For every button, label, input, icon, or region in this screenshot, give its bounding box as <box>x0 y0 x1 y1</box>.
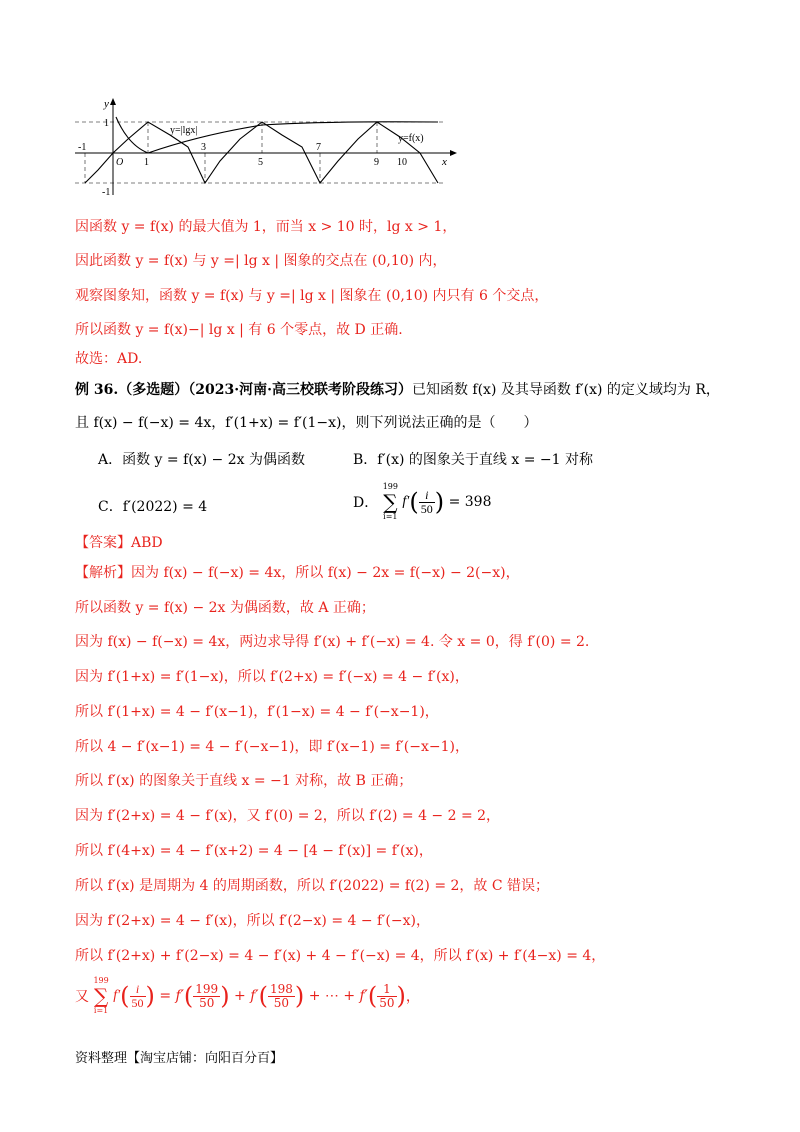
problem-tag: （多选题） <box>118 382 189 398</box>
analysis-line: 【解析】因为 f(x) − f(−x) = 4x，所以 f(x) − 2x = f(−x) − 2(−x)， <box>75 565 520 581</box>
analysis-label: 【解析】 <box>75 565 131 581</box>
problem-header <box>75 380 720 400</box>
analysis-line: 因为 f′(2+x) = 4 − f′(x)，所以 f′(2−x) = 4 − f′(−x)， <box>75 913 430 929</box>
tick-label: 9 <box>374 157 379 168</box>
summation: 199 ∑ i=1 <box>93 976 109 1015</box>
analysis-line: 所以 f′(x) 是周期为 4 的周期函数，所以 f′(2022) = f(2) = 2，故 C 错误； <box>75 878 550 894</box>
tick-label: 5 <box>258 157 263 168</box>
option-d-value: = 398 <box>448 494 492 510</box>
sigma-icon: ∑ <box>93 984 109 1008</box>
tick-label: 1 <box>144 157 149 168</box>
problem-stem-1: 已知函数 f(x) 及其导函数 f′(x) 的定义域均为 R， <box>411 382 720 398</box>
x-axis-label: x <box>442 156 447 168</box>
lg-curve-label: y=|lgx| <box>170 125 198 136</box>
analysis-line: 所以 f′(1+x) = 4 − f′(x−1)，f′(1−x) = 4 − f′(−x−1)， <box>75 704 439 720</box>
analysis-line: 所以 4 − f′(x−1) = 4 − f′(−x−1)，即 f′(x−1) = f′(−x−1)， <box>75 739 469 755</box>
analysis-line: 所以函数 y = f(x) − 2x 为偶函数，故 A 正确； <box>75 600 375 616</box>
analysis-line: 因为 f′(2+x) = 4 − f′(x)，又 f′(0) = 2，所以 f′(2) = 4 − 2 = 2， <box>75 808 501 824</box>
analysis-line: 所以 f′(x) 的图象关于直线 x = −1 对称，故 B 正确； <box>75 773 413 789</box>
problem-number: 例 36. <box>75 382 119 398</box>
tick-label: 7 <box>316 142 321 153</box>
tick-label: 1 <box>104 118 109 129</box>
analysis-line: 因为 f(x) − f(−x) = 4x，两边求导得 f′(x) + f′(−x) = 4. 令 x = 0，得 f′(0) = 2. <box>75 634 590 650</box>
analysis-line: 又 199 ∑ i=1 f′( $\frac{i}{50}$ ) = f′( $\frac{199}{50}$ ) + f′( $\frac{198}{50}$ ) + ⋯ + f′( $\frac{1}{50}$ )， <box>75 976 420 1015</box>
problem-stem-2: 且 f(x) − f(−x) = 4x，f′(1+x) = f′(1−x)，则下列说法正确的是（ ） <box>75 415 538 431</box>
sigma-icon: ∑ <box>383 490 398 514</box>
footer-text: 资料整理【淘宝店铺：向阳百分百】 <box>75 1051 284 1066</box>
option-b: B．f′(x) 的图象关于直线 x = −1 对称 <box>353 452 593 468</box>
analysis-line: 所以 f′(2+x) + f′(2−x) = 4 − f′(x) + 4 − f′(−x) = 4，所以 f′(x) + f′(4−x) = 4， <box>75 948 606 964</box>
tick-label: -1 <box>102 187 111 198</box>
problem-source: （2023·河南·高三校联考阶段练习） <box>188 382 412 398</box>
tick-label: 3 <box>201 142 206 153</box>
f-curve-label: y=f(x) <box>398 133 424 144</box>
analysis-line: 因为 f′(1+x) = f′(1−x)，所以 f′(2+x) = f′(−x) = 4 − f′(x)， <box>75 669 469 685</box>
solution-line: 所以函数 y = f(x)−| lg x | 有 6 个零点，故 D 正确. <box>75 322 403 338</box>
fraction: $\frac{i}{50}$ <box>420 487 433 516</box>
tick-label: O <box>116 157 124 168</box>
option-c: C．f′(2022) = 4 <box>98 499 208 515</box>
solution-line: 因函数 y = f(x) 的最大值为 1，而当 x > 10 时，lg x > 1， <box>75 219 457 235</box>
tick-label: -1 <box>78 142 87 153</box>
option-a: A．函数 y = f(x) − 2x 为偶函数 <box>98 452 305 468</box>
answer-label: 【答案】 <box>75 535 131 551</box>
y-axis-label: y <box>104 98 109 110</box>
sum-lower: i=1 <box>383 512 398 521</box>
option-d-label: D． <box>353 495 379 511</box>
tick-label: 10 <box>397 157 407 168</box>
solution-line: 因此函数 y = f(x) 与 y =| lg x | 图象的交点在 (0,10) 内， <box>75 253 447 269</box>
answer-line <box>75 533 163 553</box>
solution-line: 观察图象知，函数 y = f(x) 与 y =| lg x | 图象在 (0,10) 内只有 6 个交点， <box>75 288 549 304</box>
answer-value: ABD <box>131 535 163 551</box>
function-graph <box>70 95 460 200</box>
sum-upper: 199 <box>382 482 398 491</box>
analysis-line: 所以 f′(4+x) = 4 − f′(x+2) = 4 − [4 − f′(x)] = f′(x)， <box>75 843 433 859</box>
option-d: D． 199 ∑ i=1 f′( $\frac{i}{50}$ ) = 398 <box>353 482 492 521</box>
summation <box>383 482 398 522</box>
answer-choice-line: 故选：AD. <box>75 351 143 367</box>
